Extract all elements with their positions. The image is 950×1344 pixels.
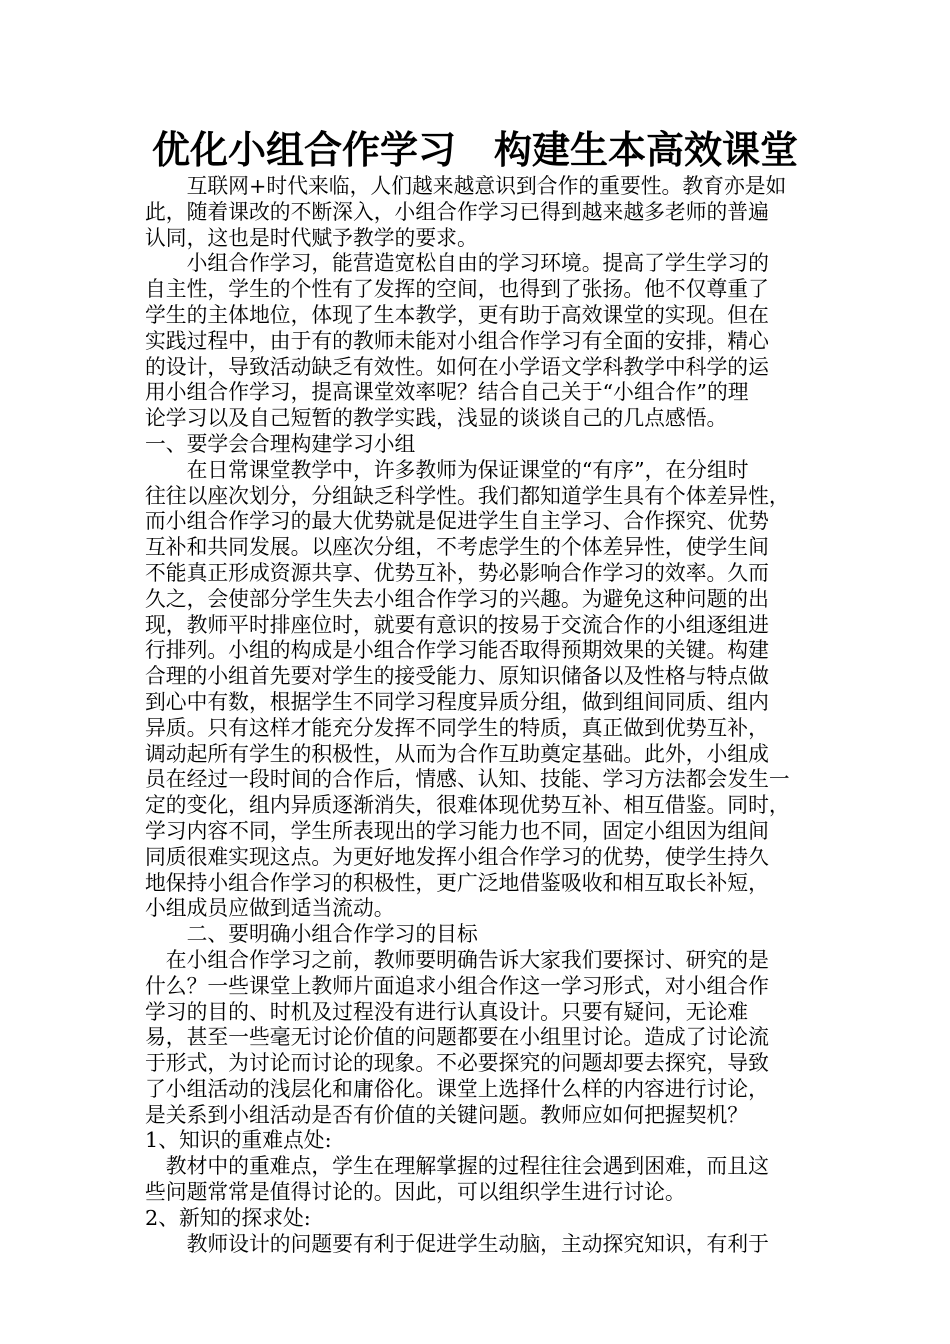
text-line: 1、知识的重难点处: xyxy=(145,1128,332,1153)
text-line: 认同，这也是时代赋予教学的要求。 xyxy=(145,225,478,250)
text-line: 小组合作学习，能营造宽松自由的学习环境。提高了学生学习的 xyxy=(145,251,769,276)
text-line: 此，随着课改的不断深入，小组合作学习已得到越来越多老师的普遍 xyxy=(145,199,769,224)
text-line: 了小组活动的浅层化和庸俗化。课堂上选择什么样的内容进行讨论， xyxy=(145,1076,769,1101)
text-line: 是关系到小组活动是否有价值的关键问题。教师应如何把握契机？ xyxy=(145,1102,749,1127)
text-line: 在小组合作学习之前，教师要明确告诉大家我们要探讨、研究的是 xyxy=(145,947,769,972)
text-line: 调动起所有学生的积极性，从而为合作互助奠定基础。此外，小组成 xyxy=(145,741,769,766)
text-line: 小组成员应做到适当流动。 xyxy=(145,896,395,921)
text-line: 现，教师平时排座位时，就要有意识的按易于交流合作的小组逐组进 xyxy=(145,612,769,637)
document-body xyxy=(145,174,815,1257)
text-line: 异质。只有这样才能充分发挥不同学生的特质，真正做到优势互补， xyxy=(145,715,769,740)
text-line: 在日常课堂教学中，许多教师为保证课堂的“有序”，在分组时 xyxy=(145,457,749,482)
text-line: 学习内容不同，学生所表现出的学习能力也不同，固定小组因为组间 xyxy=(145,818,769,843)
text-line: 员在经过一段时间的合作后，情感、认知、技能、学习方法都会发生一 xyxy=(145,767,790,792)
text-line: 易，甚至一些毫无讨论价值的问题都要在小组里讨论。造成了讨论流 xyxy=(145,1025,769,1050)
text-line: 实践过程中，由于有的教师未能对小组合作学习有全面的安排，精心 xyxy=(145,328,769,353)
text-line: 久之，会使部分学生失去小组合作学习的兴趣。为避免这种问题的出 xyxy=(145,586,769,611)
text-line: 论学习以及自己短暂的教学实践，浅显的谈谈自己的几点感悟。 xyxy=(145,406,728,431)
text-line: 而小组合作学习的最大优势就是促进学生自主学习、合作探究、优势 xyxy=(145,509,769,534)
text-line: 教材中的重难点，学生在理解掌握的过程往往会遇到困难，而且这 xyxy=(145,1154,769,1179)
text-line: 行排列。小组的构成是小组合作学习能否取得预期效果的关键。构建 xyxy=(145,638,769,663)
text-line: 不能真正形成资源共享、优势互补，势必影响合作学习的效率。久而 xyxy=(145,560,769,585)
text-line: 什么？一些课堂上教师片面追求小组合作这一学习形式，对小组合作 xyxy=(145,973,769,998)
text-line: 一、要学会合理构建学习小组 xyxy=(145,431,416,456)
text-line: 于形式，为讨论而讨论的现象。不必要探究的问题却要去探究，导致 xyxy=(145,1051,769,1076)
text-line: 学生的主体地位，体现了生本教学，更有助于高效课堂的实现。但在 xyxy=(145,302,769,327)
text-line: 些问题常常是值得讨论的。因此，可以组织学生进行讨论。 xyxy=(145,1180,686,1205)
text-line: 教师设计的问题要有利于促进学生动脑，主动探究知识，有利于 xyxy=(145,1231,769,1256)
text-line: 的设计，导致活动缺乏有效性。如何在小学语文学科教学中科学的运 xyxy=(145,354,769,379)
text-line: 地保持小组合作学习的积极性，更广泛地借鉴吸收和相互取长补短， xyxy=(145,870,769,895)
text-line: 同质很难实现这点。为更好地发挥小组合作学习的优势，使学生持久 xyxy=(145,844,769,869)
text-line: 互联网+时代来临，人们越来越意识到合作的重要性。教育亦是如 xyxy=(145,174,787,198)
text-line: 往往以座次划分，分组缺乏科学性。我们都知道学生具有个体差异性， xyxy=(145,483,790,508)
text-line: 互补和共同发展。以座次分组，不考虑学生的个体差异性，使学生间 xyxy=(145,535,769,560)
text-line: 2、新知的探求处: xyxy=(145,1205,311,1230)
text-line: 合理的小组首先要对学生的接受能力、原知识储备以及性格与特点做 xyxy=(145,664,769,689)
document-title: 优化小组合作学习 构建生本高效课堂 xyxy=(151,127,798,172)
text-line: 到心中有数，根据学生不同学习程度异质分组，做到组间同质、组内 xyxy=(145,689,769,714)
text-line: 二、要明确小组合作学习的目标 xyxy=(145,922,478,947)
text-line: 用小组合作学习，提高课堂效率呢？结合自己关于“小组合作”的理 xyxy=(145,380,749,405)
text-line: 定的变化，组内异质逐渐消失，很难体现优势互补、相互借鉴。同时， xyxy=(145,793,790,818)
text-line: 自主性，学生的个性有了发挥的空间，也得到了张扬。他不仅尊重了 xyxy=(145,277,769,302)
text-line: 学习的目的、时机及过程没有进行认真设计。只要有疑问，无论难 xyxy=(145,999,749,1024)
